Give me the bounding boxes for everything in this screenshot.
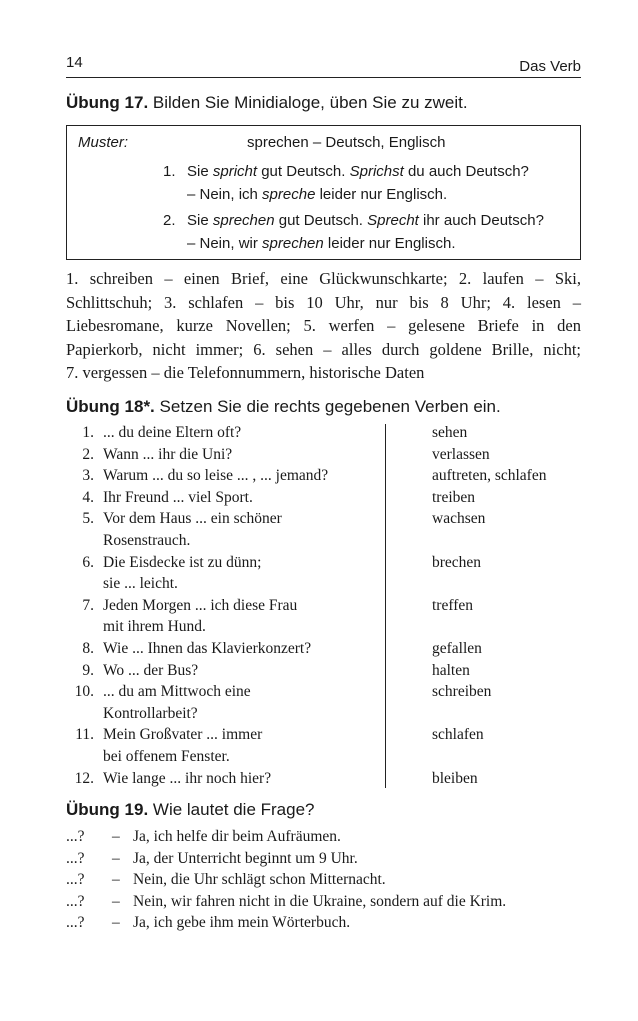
item-verb: sehen — [432, 424, 468, 441]
dash: – — [112, 871, 120, 888]
item-number: 9. — [82, 661, 94, 679]
muster-label: Muster: — [78, 134, 129, 151]
paragraph-line: Liebesromane, kurze Novellen; 5. werfen – gelesene Briefe in den — [66, 316, 581, 335]
question-placeholder: ...? — [66, 914, 85, 931]
question-placeholder: ...? — [66, 849, 85, 867]
exercise-18-row — [66, 638, 581, 660]
page-header — [66, 52, 581, 76]
exercise-18-row — [66, 746, 581, 768]
chapter-title: Das Verb — [519, 58, 581, 75]
exercise-18-list — [66, 422, 581, 789]
italic-verb: Sprecht — [367, 212, 419, 229]
item-sentence: ... du deine Eltern oft? — [103, 424, 242, 441]
answer-text: Ja, der Unterricht beginnt um 9 Uhr. — [133, 849, 358, 867]
item-number: 12. — [74, 769, 94, 787]
italic-verb: spricht — [212, 163, 258, 180]
item-verb: schlafen — [432, 726, 484, 744]
item-verb: schreiben — [432, 683, 492, 701]
item-sentence: Wo ... der Bus? — [103, 661, 199, 679]
item-number: 5. — [82, 510, 94, 528]
muster-item-number: 2. — [163, 212, 176, 229]
exercise-18-row — [66, 616, 581, 638]
dash: – — [112, 828, 120, 845]
exercise-17-label: Übung 17. — [66, 93, 149, 112]
dash: – — [112, 914, 120, 931]
paragraph-line: 7. vergessen – die Telefonnummern, historische Daten — [66, 363, 425, 382]
italic-verb: Sprichst — [349, 163, 404, 180]
item-number: 1. — [82, 424, 94, 441]
item-sentence: Wann ... ihr die Uni? — [103, 445, 233, 463]
item-number: 2. — [82, 445, 94, 463]
exercise-17-task-text — [66, 267, 581, 385]
item-sentence: Kontrollarbeit? — [103, 704, 198, 722]
paragraph-line: Papierkorb, nicht immer; 6. sehen – alles durch goldene Brille, nicht; — [66, 339, 581, 359]
italic-verb: sprechen — [212, 212, 275, 229]
item-number: 11. — [75, 726, 94, 744]
exercise-18-row — [66, 595, 581, 617]
exercise-18-instruction: Setzen Sie die rechts gegebenen Verben ein. — [159, 397, 501, 416]
question-placeholder: ...? — [66, 871, 85, 888]
exercise-19-row — [66, 826, 581, 848]
italic-verb: spreche — [262, 186, 316, 203]
item-sentence: bei offenem Fenster. — [103, 747, 230, 765]
exercise-18-row — [66, 681, 581, 703]
exercise-19-row — [66, 869, 581, 891]
muster-item-number: 1. — [163, 163, 176, 180]
column-divider — [385, 424, 386, 788]
exercise-18-row — [66, 487, 581, 509]
exercise-18-row — [66, 573, 581, 595]
muster-line — [163, 212, 544, 229]
muster-box — [66, 125, 581, 260]
answer-text: Nein, die Uhr schlägt schon Mitternacht. — [133, 871, 386, 888]
exercise-17-instruction: Bilden Sie Minidialoge, üben Sie zu zweit. — [152, 93, 468, 112]
text-run: gut Deutsch. — [257, 163, 350, 180]
item-sentence: sie ... leicht. — [103, 575, 178, 593]
exercise-19-row — [66, 891, 581, 913]
item-verb: halten — [432, 661, 470, 679]
exercise-17-title — [66, 93, 468, 113]
exercise-18-label: Übung 18*. — [66, 397, 155, 416]
answer-text: Ja, ich gebe ihm mein Wörterbuch. — [133, 914, 351, 931]
text-run: ihr auch Deutsch? — [418, 212, 544, 229]
exercise-18-row — [66, 530, 581, 552]
item-number: 10. — [74, 683, 94, 701]
exercise-19-row — [66, 912, 581, 934]
text-run: leider nur Englisch. — [323, 235, 456, 252]
exercise-19-list — [66, 826, 581, 934]
question-placeholder: ...? — [66, 892, 85, 910]
exercise-18-row — [66, 508, 581, 530]
item-number: 3. — [82, 467, 94, 485]
item-verb: treffen — [432, 596, 474, 614]
item-number: 7. — [82, 596, 94, 614]
item-verb: wachsen — [432, 510, 486, 528]
exercise-18-row — [66, 768, 581, 790]
item-sentence: Rosenstrauch. — [103, 531, 191, 549]
text-run: Sie — [187, 212, 213, 229]
question-placeholder: ...? — [66, 828, 85, 845]
exercise-18-row — [66, 703, 581, 725]
exercise-18-row — [66, 465, 581, 487]
text-run: gut Deutsch. — [274, 212, 368, 229]
item-verb: bleiben — [432, 769, 478, 787]
item-number: 8. — [82, 639, 94, 657]
item-verb: auftreten, schlafen — [432, 467, 547, 485]
exercise-19-instruction: Wie lautet die Frage? — [152, 800, 315, 819]
exercise-19-title — [66, 800, 315, 820]
item-verb: brechen — [432, 553, 482, 571]
exercise-18-row — [66, 552, 581, 574]
item-sentence: Wie ... Ihnen das Klavierkonzert? — [103, 639, 312, 657]
item-number: 6. — [82, 553, 94, 571]
italic-verb: sprechen — [262, 235, 324, 252]
text-run: – Nein, ich — [187, 186, 263, 203]
item-verb: treiben — [432, 488, 476, 506]
exercise-18-row — [66, 422, 581, 444]
item-sentence: Mein Großvater ... immer — [103, 726, 263, 744]
text-run: Sie — [187, 163, 213, 180]
exercise-18-row — [66, 444, 581, 466]
item-sentence: Jeden Morgen ... ich diese Frau — [103, 596, 298, 614]
answer-text: Nein, wir fahren nicht in die Ukraine, sondern auf die Krim. — [133, 892, 507, 910]
exercise-18-row — [66, 660, 581, 682]
item-sentence: mit ihrem Hund. — [103, 618, 206, 636]
answer-text: Ja, ich helfe dir beim Aufräumen. — [133, 828, 341, 845]
item-sentence: Vor dem Haus ... ein schöner — [103, 510, 282, 528]
paragraph-line: 1. schreiben – einen Brief, eine Glückwunschkarte; 2. laufen – Ski, — [66, 269, 581, 288]
item-sentence: Ihr Freund ... viel Sport. — [103, 488, 253, 506]
item-verb: gefallen — [432, 639, 482, 657]
header-rule — [66, 77, 581, 78]
exercise-18-row — [66, 724, 581, 746]
item-sentence: Wie lange ... ihr noch hier? — [103, 769, 272, 787]
exercise-19-label: Übung 19. — [66, 800, 149, 819]
item-number: 4. — [82, 488, 94, 506]
page-number: 14 — [66, 54, 83, 71]
muster-line — [187, 235, 455, 252]
item-sentence: ... du am Mittwoch eine — [103, 683, 251, 701]
muster-heading: sprechen – Deutsch, Englisch — [247, 134, 446, 151]
text-run: du auch Deutsch? — [403, 163, 529, 180]
exercise-18-title — [66, 397, 501, 417]
exercise-19-row — [66, 848, 581, 870]
text-run: – Nein, wir — [187, 235, 263, 252]
muster-line — [187, 186, 447, 203]
item-sentence: Die Eisdecke ist zu dünn; — [103, 553, 262, 571]
text-run: leider nur Englisch. — [315, 186, 448, 203]
paragraph-line: Schlittschuh; 3. schlafen – bis 10 Uhr, nur bis 8 Uhr; 4. lesen – — [66, 292, 581, 312]
dash: – — [112, 849, 120, 867]
item-sentence: Warum ... du so leise ... , ... jemand? — [103, 467, 329, 485]
dash: – — [112, 892, 120, 910]
item-verb: verlassen — [432, 445, 490, 463]
muster-line — [163, 163, 529, 180]
